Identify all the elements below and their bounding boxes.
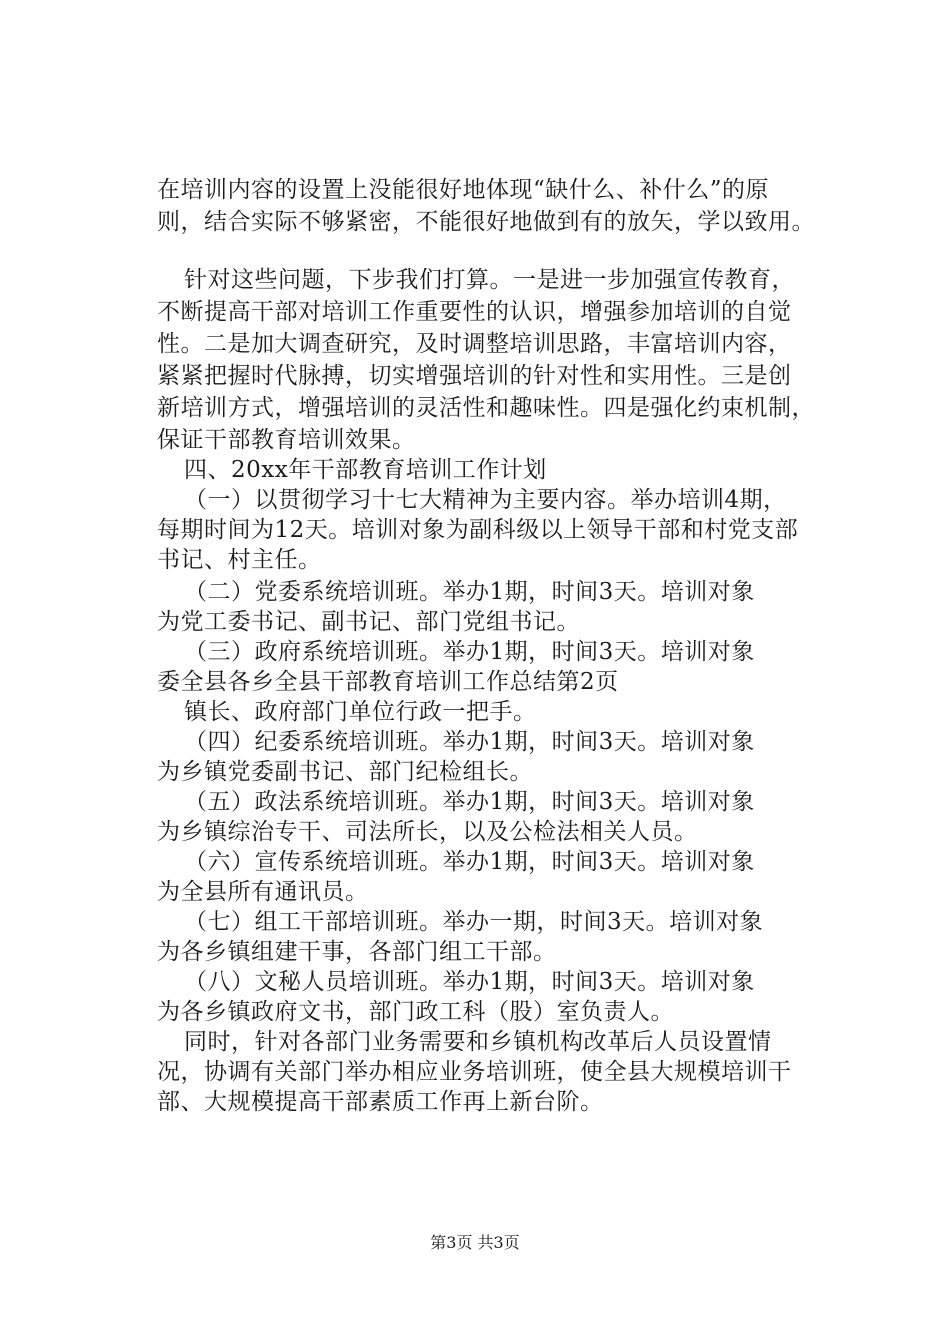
paragraph-line: （七）组工干部培训班。举办一期，时间3天。培训对象 — [184, 909, 764, 935]
paragraph-line: （八）文秘人员培训班。举办1期，时间3天。培训对象 — [184, 969, 755, 995]
paragraph-line: （五）政法系统培训班。举办1期，时间3天。培训对象 — [184, 789, 755, 815]
paragraph-line: 况，协调有关部门举办相应业务培训班，使全县大规模培训干 — [157, 1059, 792, 1085]
paragraph-line: （三）政府系统培训班。举办1期，时间3天。培训对象 — [184, 639, 755, 665]
paragraph-line: 为党工委书记、副书记、部门党组书记。 — [157, 609, 580, 635]
paragraph-line: 为乡镇综治专干、司法所长，以及公检法相关人员。 — [157, 819, 698, 845]
paragraph-line: （四）纪委系统培训班。举办1期，时间3天。培训对象 — [184, 729, 755, 755]
paragraph-line: 性。二是加大调查研究，及时调整培训思路，丰富培训内容， — [157, 331, 792, 357]
paragraph-line: 在培训内容的设置上没能很好地体现“缺什么、补什么”的原 — [157, 177, 770, 203]
paragraph-line: 紧紧把握时代脉搏，切实增强培训的针对性和实用性。三是创 — [157, 363, 792, 389]
paragraph-line: 部、大规模提高干部素质工作再上新台阶。 — [157, 1089, 604, 1115]
paragraph-line: （二）党委系统培训班。举办1期，时间3天。培训对象 — [184, 579, 755, 605]
section-heading: 四、20xx年干部教育培训工作计划 — [184, 457, 547, 483]
paragraph-line: （六）宣传系统培训班。举办1期，时间3天。培训对象 — [184, 849, 755, 875]
paragraph-line: 每期时间为12天。培训对象为副科级以上领导干部和村党支部 — [157, 517, 799, 543]
paragraph-line: 不断提高干部对培训工作重要性的认识，增强参加培训的自觉 — [157, 299, 792, 325]
paragraph-line: 则，结合实际不够紧密，不能很好地做到有的放矢，学以致用。 — [157, 209, 815, 235]
paragraph-line: 新培训方式，增强培训的灵活性和趣味性。四是强化约束机制， — [157, 395, 815, 421]
paragraph-line: 同时，针对各部门业务需要和乡镇机构改革后人员设置情 — [184, 1029, 772, 1055]
paragraph-line: 针对这些问题，下步我们打算。一是进一步加强宣传教育， — [184, 267, 795, 293]
paragraph-line: 书记、村主任。 — [157, 547, 322, 573]
paragraph-line: 为全县所有通讯员。 — [157, 879, 369, 905]
paragraph-line: 为各乡镇组建干事，各部门组工干部。 — [157, 939, 557, 965]
paragraph-line: （一）以贯彻学习十七大精神为主要内容。举办培训4期， — [184, 487, 787, 513]
paragraph-line: 保证干部教育培训效果。 — [157, 427, 416, 453]
paragraph-line: 委全县各乡全县干部教育培训工作总结第2页 — [157, 669, 619, 695]
paragraph-line: 为各乡镇政府文书，部门政工科（股）室负责人。 — [157, 999, 674, 1025]
paragraph-line: 为乡镇党委副书记、部门纪检组长。 — [157, 759, 533, 785]
page-footer: 第3页 共3页 — [430, 1233, 520, 1252]
paragraph-line: 镇长、政府部门单位行政一把手。 — [184, 699, 537, 725]
